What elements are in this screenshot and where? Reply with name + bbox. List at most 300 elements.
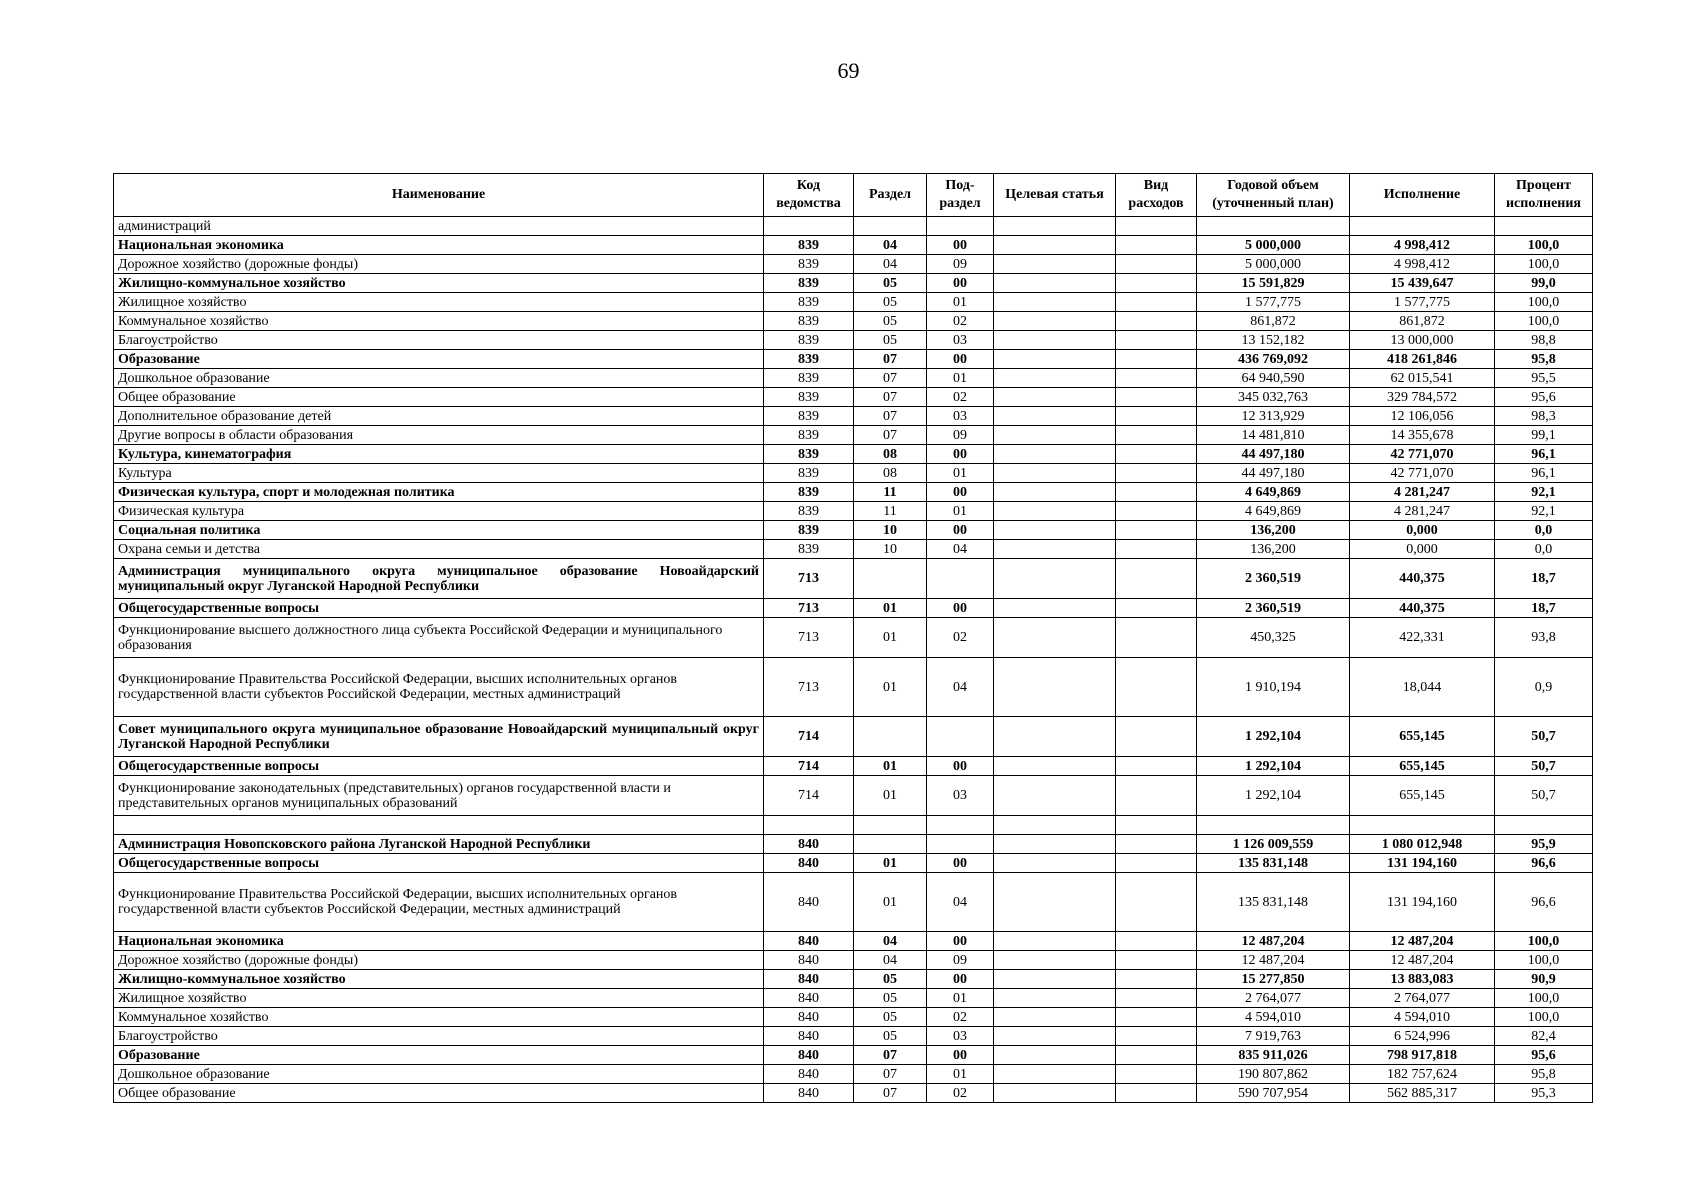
cell-section: 05 [854,970,927,989]
cell-name: администраций [114,217,764,236]
cell-execution: 4 281,247 [1350,483,1495,502]
cell-percent: 18,7 [1495,599,1593,618]
cell-target [994,658,1116,717]
table-body [114,217,1593,1103]
cell-code: 839 [764,331,854,350]
cell-section: 05 [854,1008,927,1027]
cell-target [994,873,1116,932]
cell-target [994,816,1116,835]
cell-execution: 440,375 [1350,559,1495,599]
cell-expense-type [1116,312,1197,331]
cell-target [994,618,1116,658]
table-row [114,1008,1593,1027]
cell-expense-type [1116,217,1197,236]
cell-percent: 100,0 [1495,932,1593,951]
cell-plan: 835 911,026 [1197,1046,1350,1065]
cell-execution: 6 524,996 [1350,1027,1495,1046]
cell-subsection: 03 [927,1027,994,1046]
cell-subsection: 00 [927,236,994,255]
cell-expense-type [1116,989,1197,1008]
cell-subsection: 09 [927,426,994,445]
cell-percent: 50,7 [1495,757,1593,776]
cell-percent: 95,3 [1495,1084,1593,1103]
cell-expense-type [1116,970,1197,989]
cell-target [994,540,1116,559]
cell-code: 839 [764,312,854,331]
cell-target [994,599,1116,618]
cell-subsection: 01 [927,293,994,312]
cell-subsection: 00 [927,599,994,618]
cell-subsection: 00 [927,1046,994,1065]
cell-name: Благоустройство [114,1027,764,1046]
col-header-section: Раздел [854,174,927,217]
cell-subsection: 02 [927,312,994,331]
cell-code: 840 [764,1046,854,1065]
cell-plan: 1 292,104 [1197,776,1350,816]
cell-execution: 12 487,204 [1350,932,1495,951]
cell-expense-type [1116,618,1197,658]
cell-code: 839 [764,464,854,483]
cell-section: 04 [854,236,927,255]
cell-name: Дорожное хозяйство (дорожные фонды) [114,951,764,970]
table-row [114,757,1593,776]
table-row [114,407,1593,426]
table-row [114,483,1593,502]
cell-execution: 4 998,412 [1350,255,1495,274]
cell-plan: 5 000,000 [1197,255,1350,274]
cell-expense-type [1116,369,1197,388]
cell-section: 01 [854,618,927,658]
cell-code: 840 [764,873,854,932]
table-row [114,331,1593,350]
cell-code: 840 [764,951,854,970]
cell-code: 840 [764,1027,854,1046]
cell-plan: 12 487,204 [1197,932,1350,951]
cell-percent: 0,9 [1495,658,1593,717]
cell-subsection: 02 [927,1008,994,1027]
cell-expense-type [1116,274,1197,293]
table-row [114,388,1593,407]
cell-plan: 13 152,182 [1197,331,1350,350]
cell-section: 01 [854,873,927,932]
cell-code: 840 [764,1065,854,1084]
cell-code: 839 [764,521,854,540]
cell-subsection: 00 [927,445,994,464]
cell-section: 07 [854,1084,927,1103]
cell-code: 839 [764,502,854,521]
cell-target [994,483,1116,502]
cell-execution: 655,145 [1350,757,1495,776]
cell-plan: 7 919,763 [1197,1027,1350,1046]
cell-subsection: 01 [927,502,994,521]
cell-subsection [927,217,994,236]
table-row [114,445,1593,464]
cell-code: 840 [764,1008,854,1027]
cell-name: Благоустройство [114,331,764,350]
cell-section: 10 [854,540,927,559]
cell-section [854,217,927,236]
cell-expense-type [1116,757,1197,776]
cell-execution: 0,000 [1350,521,1495,540]
cell-code: 839 [764,255,854,274]
cell-code: 713 [764,618,854,658]
cell-percent: 100,0 [1495,255,1593,274]
cell-subsection: 01 [927,1065,994,1084]
cell-target [994,1046,1116,1065]
cell-name: Коммунальное хозяйство [114,1008,764,1027]
cell-percent: 100,0 [1495,989,1593,1008]
table-row [114,464,1593,483]
cell-plan: 450,325 [1197,618,1350,658]
cell-execution: 13 000,000 [1350,331,1495,350]
cell-name: Охрана семьи и детства [114,540,764,559]
cell-section: 07 [854,407,927,426]
cell-percent: 98,3 [1495,407,1593,426]
cell-percent: 100,0 [1495,1008,1593,1027]
cell-percent: 92,1 [1495,483,1593,502]
budget-table [113,173,1593,1103]
cell-section: 04 [854,932,927,951]
cell-plan: 861,872 [1197,312,1350,331]
cell-name: Дополнительное образование детей [114,407,764,426]
cell-code: 840 [764,970,854,989]
cell-subsection: 03 [927,776,994,816]
cell-percent: 0,0 [1495,521,1593,540]
cell-target [994,970,1116,989]
cell-section [854,559,927,599]
cell-code: 839 [764,388,854,407]
cell-percent: 96,1 [1495,464,1593,483]
cell-code: 839 [764,293,854,312]
cell-target [994,1008,1116,1027]
cell-plan: 4 594,010 [1197,1008,1350,1027]
cell-target [994,951,1116,970]
cell-name: Национальная экономика [114,236,764,255]
cell-percent: 95,6 [1495,388,1593,407]
cell-expense-type [1116,426,1197,445]
cell-name: Образование [114,350,764,369]
table-row [114,312,1593,331]
cell-plan: 2 360,519 [1197,599,1350,618]
cell-target [994,445,1116,464]
cell-name: Администрация Новопсковского района Луганской Народной Республики [114,835,764,854]
table-row [114,502,1593,521]
cell-subsection: 01 [927,369,994,388]
cell-expense-type [1116,521,1197,540]
cell-expense-type [1116,483,1197,502]
col-header-code: Код ведомства [764,174,854,217]
cell-name: Национальная экономика [114,932,764,951]
cell-percent: 93,8 [1495,618,1593,658]
cell-code: 713 [764,658,854,717]
cell-expense-type [1116,835,1197,854]
table-row [114,618,1593,658]
table-row [114,559,1593,599]
cell-percent: 95,9 [1495,835,1593,854]
cell-name [114,816,764,835]
cell-target [994,776,1116,816]
cell-subsection: 01 [927,989,994,1008]
cell-target [994,989,1116,1008]
cell-section: 07 [854,388,927,407]
cell-execution: 861,872 [1350,312,1495,331]
cell-percent [1495,816,1593,835]
cell-expense-type [1116,350,1197,369]
cell-percent: 90,9 [1495,970,1593,989]
col-header-plan: Годовой объем (уточненный план) [1197,174,1350,217]
cell-plan: 4 649,869 [1197,502,1350,521]
cell-execution [1350,816,1495,835]
cell-section: 01 [854,658,927,717]
cell-percent [1495,217,1593,236]
cell-percent: 100,0 [1495,312,1593,331]
cell-section: 05 [854,274,927,293]
cell-subsection: 00 [927,757,994,776]
table-row [114,274,1593,293]
cell-percent: 50,7 [1495,717,1593,757]
cell-percent: 96,6 [1495,873,1593,932]
cell-subsection: 00 [927,483,994,502]
cell-subsection: 00 [927,274,994,293]
cell-name: Совет муниципального округа муниципальное образование Новоайдарский муниципальный округ Луганской Народной Республики [114,717,764,757]
cell-execution: 18,044 [1350,658,1495,717]
cell-subsection: 02 [927,1084,994,1103]
cell-section: 04 [854,255,927,274]
table-row [114,236,1593,255]
table-row [114,1084,1593,1103]
cell-name: Администрация муниципального округа муниципальное образование Новоайдарский муниципальный округ Луганской Народной Республики [114,559,764,599]
cell-execution: 440,375 [1350,599,1495,618]
cell-plan: 1 577,775 [1197,293,1350,312]
cell-execution: 42 771,070 [1350,445,1495,464]
cell-target [994,717,1116,757]
cell-name: Другие вопросы в области образования [114,426,764,445]
cell-section: 08 [854,445,927,464]
cell-section: 04 [854,951,927,970]
cell-code: 839 [764,350,854,369]
cell-name: Функционирование законодательных (представительных) органов государственной власти и представительных органов муниципальных образований [114,776,764,816]
cell-execution: 1 080 012,948 [1350,835,1495,854]
table-header-row [114,174,1593,217]
cell-expense-type [1116,717,1197,757]
table-row [114,717,1593,757]
cell-execution: 562 885,317 [1350,1084,1495,1103]
table-row [114,540,1593,559]
table-row [114,369,1593,388]
cell-expense-type [1116,331,1197,350]
cell-section: 05 [854,331,927,350]
cell-subsection: 09 [927,255,994,274]
col-header-expense-type: Вид расходов [1116,174,1197,217]
cell-expense-type [1116,816,1197,835]
cell-subsection: 04 [927,658,994,717]
cell-name: Физическая культура, спорт и молодежная политика [114,483,764,502]
cell-execution: 13 883,083 [1350,970,1495,989]
table-row [114,658,1593,717]
cell-expense-type [1116,464,1197,483]
cell-target [994,559,1116,599]
cell-section: 07 [854,350,927,369]
cell-section: 01 [854,599,927,618]
cell-percent: 50,7 [1495,776,1593,816]
cell-plan: 590 707,954 [1197,1084,1350,1103]
cell-percent: 95,5 [1495,369,1593,388]
cell-name: Общее образование [114,1084,764,1103]
cell-section: 07 [854,1065,927,1084]
cell-section: 01 [854,854,927,873]
cell-subsection [927,717,994,757]
cell-plan: 15 277,850 [1197,970,1350,989]
cell-target [994,521,1116,540]
cell-execution: 131 194,160 [1350,873,1495,932]
cell-target [994,217,1116,236]
cell-plan: 15 591,829 [1197,274,1350,293]
table-row [114,835,1593,854]
cell-execution: 329 784,572 [1350,388,1495,407]
cell-subsection [927,816,994,835]
cell-section: 05 [854,312,927,331]
cell-subsection: 00 [927,350,994,369]
cell-expense-type [1116,407,1197,426]
cell-section: 07 [854,1046,927,1065]
cell-section: 01 [854,776,927,816]
cell-plan: 12 487,204 [1197,951,1350,970]
cell-target [994,407,1116,426]
cell-target [994,274,1116,293]
cell-section [854,717,927,757]
cell-name: Жилищное хозяйство [114,989,764,1008]
cell-expense-type [1116,236,1197,255]
cell-plan: 44 497,180 [1197,445,1350,464]
cell-execution [1350,217,1495,236]
table-row [114,873,1593,932]
cell-target [994,502,1116,521]
col-header-subsection: Под-раздел [927,174,994,217]
cell-code: 713 [764,599,854,618]
table-row [114,426,1593,445]
cell-subsection: 03 [927,407,994,426]
cell-subsection: 00 [927,932,994,951]
cell-plan: 5 000,000 [1197,236,1350,255]
cell-name: Образование [114,1046,764,1065]
cell-expense-type [1116,776,1197,816]
cell-expense-type [1116,559,1197,599]
cell-plan: 135 831,148 [1197,873,1350,932]
cell-target [994,932,1116,951]
cell-name: Физическая культура [114,502,764,521]
table-row [114,599,1593,618]
cell-code: 839 [764,236,854,255]
cell-name: Дошкольное образование [114,369,764,388]
cell-target [994,388,1116,407]
cell-plan: 1 910,194 [1197,658,1350,717]
cell-plan: 136,200 [1197,540,1350,559]
cell-target [994,426,1116,445]
page-number: 69 [837,58,860,83]
table-row [114,970,1593,989]
table-row [114,521,1593,540]
cell-name: Функционирование высшего должностного лица субъекта Российской Федерации и муниципального образования [114,618,764,658]
cell-section: 05 [854,989,927,1008]
cell-code: 839 [764,369,854,388]
cell-execution: 655,145 [1350,717,1495,757]
cell-code: 840 [764,854,854,873]
cell-plan: 1 126 009,559 [1197,835,1350,854]
cell-code: 714 [764,717,854,757]
cell-execution: 12 106,056 [1350,407,1495,426]
col-header-execution: Исполнение [1350,174,1495,217]
cell-expense-type [1116,1046,1197,1065]
cell-percent: 100,0 [1495,951,1593,970]
cell-execution: 798 917,818 [1350,1046,1495,1065]
cell-code: 840 [764,932,854,951]
cell-target [994,1084,1116,1103]
cell-expense-type [1116,1065,1197,1084]
cell-percent: 92,1 [1495,502,1593,521]
cell-execution: 418 261,846 [1350,350,1495,369]
col-header-name: Наименование [114,174,764,217]
cell-execution: 42 771,070 [1350,464,1495,483]
cell-percent: 82,4 [1495,1027,1593,1046]
cell-name: Дошкольное образование [114,1065,764,1084]
cell-code: 839 [764,540,854,559]
table-row [114,293,1593,312]
cell-code: 839 [764,483,854,502]
cell-percent: 99,0 [1495,274,1593,293]
cell-name: Жилищно-коммунальное хозяйство [114,970,764,989]
cell-execution: 14 355,678 [1350,426,1495,445]
cell-percent: 96,1 [1495,445,1593,464]
cell-section: 01 [854,757,927,776]
cell-target [994,369,1116,388]
table-row [114,932,1593,951]
cell-plan: 12 313,929 [1197,407,1350,426]
cell-expense-type [1116,932,1197,951]
cell-subsection: 03 [927,331,994,350]
cell-code [764,217,854,236]
cell-expense-type [1116,388,1197,407]
cell-target [994,312,1116,331]
cell-execution: 2 764,077 [1350,989,1495,1008]
cell-expense-type [1116,658,1197,717]
cell-target [994,1065,1116,1084]
cell-execution: 15 439,647 [1350,274,1495,293]
cell-execution: 12 487,204 [1350,951,1495,970]
cell-plan [1197,816,1350,835]
cell-plan: 436 769,092 [1197,350,1350,369]
cell-target [994,331,1116,350]
cell-name: Общегосударственные вопросы [114,757,764,776]
cell-expense-type [1116,951,1197,970]
cell-name: Общегосударственные вопросы [114,599,764,618]
cell-plan: 44 497,180 [1197,464,1350,483]
cell-plan: 64 940,590 [1197,369,1350,388]
cell-name: Общегосударственные вопросы [114,854,764,873]
cell-plan: 135 831,148 [1197,854,1350,873]
cell-target [994,255,1116,274]
cell-target [994,1027,1116,1046]
cell-code: 840 [764,835,854,854]
cell-percent: 0,0 [1495,540,1593,559]
cell-subsection: 04 [927,540,994,559]
cell-expense-type [1116,1084,1197,1103]
cell-section: 08 [854,464,927,483]
cell-expense-type [1116,293,1197,312]
cell-name: Общее образование [114,388,764,407]
cell-expense-type [1116,854,1197,873]
cell-plan: 345 032,763 [1197,388,1350,407]
cell-section: 11 [854,502,927,521]
